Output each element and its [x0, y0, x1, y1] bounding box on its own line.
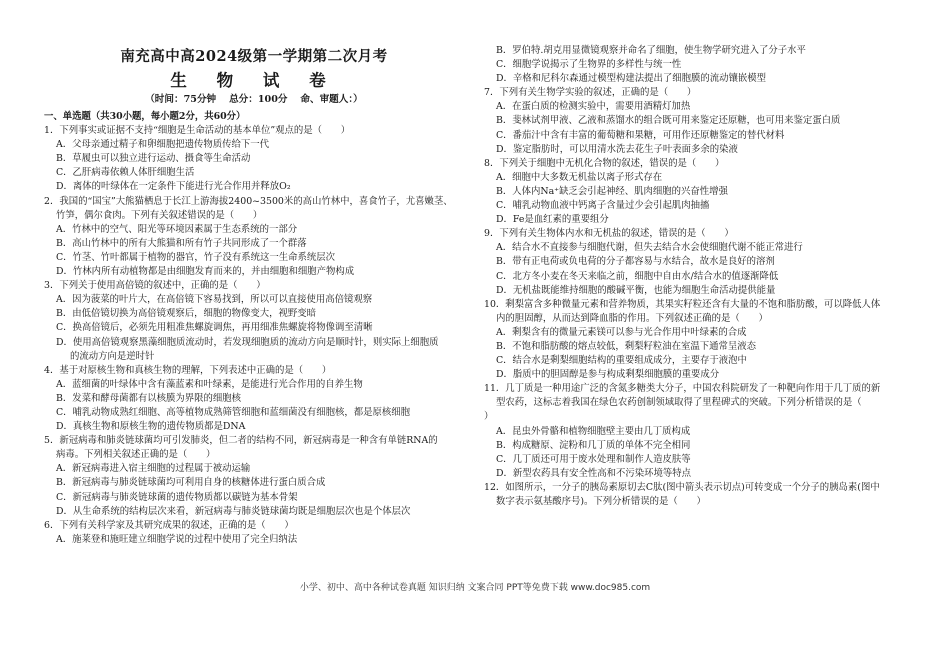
- option-7d: D．鉴定脂肪时，可以用清水洗去花生子叶表面多余的染液: [496, 143, 738, 155]
- option-1a: A．父母亲通过精子和卵细胞把遗传物质传给下一代: [56, 139, 270, 151]
- option-5c: C．新冠病毒与肺炎链球菌的遗传物质都以碳链为基本骨架: [56, 491, 298, 503]
- option-11b: B．构成糖原、淀粉和几丁质的单体不完全相同: [496, 439, 691, 451]
- option-11d: D．新型农药具有安全性高和不污染环境等特点: [496, 467, 692, 479]
- question-5: 5．新冠病毒和肺炎链球菌均可引发肺炎，但二者的结构不同，新冠病毒是一种含有单链RNA的: [44, 435, 438, 447]
- option-7a: A．在蛋白质的检测实验中，需要用酒精灯加热: [496, 101, 691, 113]
- question-12-cont: 数字表示氨基酸序号)。下列分析错误的是（ ）: [496, 496, 706, 507]
- option-1d: D．离体的叶绿体在一定条件下能进行光合作用并释放O₂: [56, 181, 291, 193]
- option-2d: D．竹林内所有动植物都是由细胞发育而来的，并由细胞和细胞产物构成: [56, 266, 355, 278]
- option-3b: B．由低倍镜切换为高倍镜观察后，细胞的物像变大，视野变暗: [56, 308, 317, 320]
- option-6a: A．施莱登和施旺建立细胞学说的过程中使用了完全归纳法: [56, 533, 298, 545]
- exam-title: 南充高中高2024级第一学期第二次月考: [120, 48, 388, 65]
- option-9c: C．北方冬小麦在冬天来临之前，细胞中自由水/结合水的值逐渐降低: [496, 270, 779, 282]
- option-11c: C．几丁质还可用于废水处理和制作人造皮肤等: [496, 453, 691, 465]
- option-6b: B．罗伯特.胡克用显微镜观察并命名了细胞，使生物学研究进入了分子水平: [496, 45, 806, 56]
- left-column: [44, 0, 464, 547]
- option-3d: D．使用高倍镜观察黑藻细胞质流动时，若发现细胞质的流动方向是顺时针，则实际上细胞质: [56, 336, 439, 348]
- option-5d: D．从生命系统的结构层次来看，新冠病毒与肺炎链球菌均既是细胞层次也是个体层次: [56, 505, 411, 517]
- question-11-cont: 型农药，这标志着我国在绿色农药创制领域取得了里程碑式的突破。下列分析错误的是（: [496, 397, 862, 409]
- section-heading: 一、单选题（共30小题，每小题2分，共60分）: [44, 111, 246, 122]
- option-3a: A．因为菠菜的叶片大，在高倍镜下容易找到，所以可以直接使用高倍镜观察: [56, 294, 373, 306]
- option-5b: B．新冠病毒与肺炎链球菌均可利用自身的核糖体进行蛋白质合成: [56, 477, 326, 489]
- question-2: 2．我国的“国宝”大熊猫栖息于长江上游海拔2400~3500米的高山竹林中，喜食竹子，尤喜嫩茎、: [44, 195, 453, 207]
- option-7c: C．番茄汁中含有丰富的葡萄糖和果糖，可用作还原糖鉴定的替代材料: [496, 129, 785, 141]
- question-8: 8．下列关于细胞中无机化合物的叙述，错误的是（ ）: [484, 157, 725, 169]
- option-9d: D．无机盐既能维持细胞的酸碱平衡，也能为细胞生命活动提供能量: [496, 284, 776, 296]
- option-10b: B．不饱和脂肪酸的熔点较低，剩梨籽粒油在室温下通常呈液态: [496, 340, 757, 352]
- option-4b: B．发菜和酵母菌都有以核膜为界限的细胞核: [56, 392, 242, 404]
- option-1b: B．草履虫可以独立进行运动、摄食等生命活动: [56, 153, 251, 165]
- option-5a: A．新冠病毒进入宿主细胞的过程属于被动运输: [56, 463, 251, 475]
- option-9a: A．结合水不直接参与细胞代谢，但失去结合水会使细胞代谢不能正常进行: [496, 242, 803, 254]
- question-11-paren: ）: [484, 411, 494, 423]
- question-12: 12．如图所示，一分子的胰岛素原切去C肽(图中箭头表示切点)可转变成一个分子的胰岛素(图中: [484, 481, 880, 493]
- question-1: 1．下列事实或证据不支持“细胞是生命活动的基本单位”观点的是（ ）: [44, 125, 351, 137]
- question-6: 6．下列有关科学家及其研究成果的叙述，正确的是（ ）: [44, 519, 294, 531]
- option-10a: A．剩梨含有的微量元素镁可以参与光合作用中叶绿素的合成: [496, 326, 747, 338]
- option-8b: B．人体内Na⁺缺乏会引起神经、肌肉细胞的兴奋性增强: [496, 185, 728, 197]
- option-6d: D．辛格和尼科尔森通过模型构建法提出了细胞膜的流动镶嵌模型: [496, 73, 767, 85]
- question-4: 4．基于对原核生物和真核生物的理解，下列表述中正确的是（ ）: [44, 364, 332, 376]
- option-1c: C．乙肝病毒依赖人体肝细胞生活: [56, 167, 195, 179]
- option-4c: C．哺乳动物成熟红细胞、高等植物成熟筛管细胞和蓝细菌没有细胞核，都是原核细胞: [56, 406, 411, 418]
- option-8a: A．细胞中大多数无机盐以离子形式存在: [496, 171, 663, 183]
- option-3c: C．换高倍镜后，必须先用粗准焦螺旋调焦，再用细准焦螺旋将物像调至清晰: [56, 322, 373, 334]
- option-11a: A．昆虫外骨骼和植物细胞壁主要由几丁质构成: [496, 425, 691, 437]
- option-6c: C．细胞学说揭示了生物界的多样性与统一性: [496, 59, 682, 71]
- option-2c: C．竹茎、竹叶都属于植物的器官，竹子没有系统这一生命系统层次: [56, 251, 336, 263]
- question-10-cont: 内的胆固醇，从而达到降血脂的作用。下列叙述正确的是（ ）: [496, 312, 768, 324]
- right-column: [484, 44, 914, 509]
- question-11: 11．几丁质是一种用途广泛的含氮多糖类大分子，中国农科院研发了一种靶向作用于几丁质的新: [484, 383, 881, 395]
- option-3d-cont: 的流动方向是逆时针: [70, 350, 155, 362]
- option-7b: B．斐林试剂甲液、乙液和蒸馏水的组合既可用来鉴定还原糖，也可用来鉴定蛋白质: [496, 115, 841, 127]
- question-2-cont: 竹笋，偶尔食肉。下列有关叙述错误的是（ ）: [56, 209, 263, 221]
- page-footer[interactable]: 小学、初中、高中各种试卷真题 知识归纳 文案合同 PPT等免费下载 www.doc985.com: [299, 583, 651, 593]
- question-5-cont: 病毒。下列相关叙述正确的是（ ）: [56, 449, 216, 461]
- question-7: 7．下列有关生物学实验的叙述，正确的是（ ）: [484, 87, 697, 99]
- option-8d: D．Fe是血红素的重要组分: [496, 214, 609, 226]
- question-9: 9．下列有关生物体内水和无机盐的叙述，错误的是（ ）: [484, 228, 734, 240]
- option-10d: D．脂质中的胆固醇是参与构成剩梨细胞膜的重要成分: [496, 369, 720, 381]
- exam-subtitle: 生 物 试 卷: [170, 71, 338, 90]
- option-4d: D．真核生物和原核生物的遗传物质都是DNA: [56, 421, 246, 433]
- option-8c: C．哺乳动物血液中钙离子含量过少会引起肌肉抽搐: [496, 200, 710, 212]
- option-2a: A．竹林中的空气、阳光等环境因素属于生态系统的一部分: [56, 223, 298, 235]
- option-10c: C．结合水是剩梨细胞结构的重要组成成分，主要存于液泡中: [496, 355, 747, 367]
- option-2b: B．高山竹林中的所有大熊猫和所有竹子共同形成了一个群落: [56, 237, 307, 249]
- question-3: 3．下列关于使用高倍镜的叙述中，正确的是（ ）: [44, 280, 266, 292]
- option-4a: A．蓝细菌的叶绿体中含有藻蓝素和叶绿素，是能进行光合作用的自养生物: [56, 378, 363, 390]
- option-9b: B．带有正电荷或负电荷的分子都容易与水结合，故水是良好的溶剂: [496, 256, 775, 268]
- exam-meta: （时间：75分钟 总分：100分 命、审题人：）: [145, 94, 363, 105]
- question-10: 10．剩梨富含多种微量元素和营养物质，其果实籽粒还含有大量的不饱和脂肪酸，可以降低人体: [484, 298, 881, 310]
